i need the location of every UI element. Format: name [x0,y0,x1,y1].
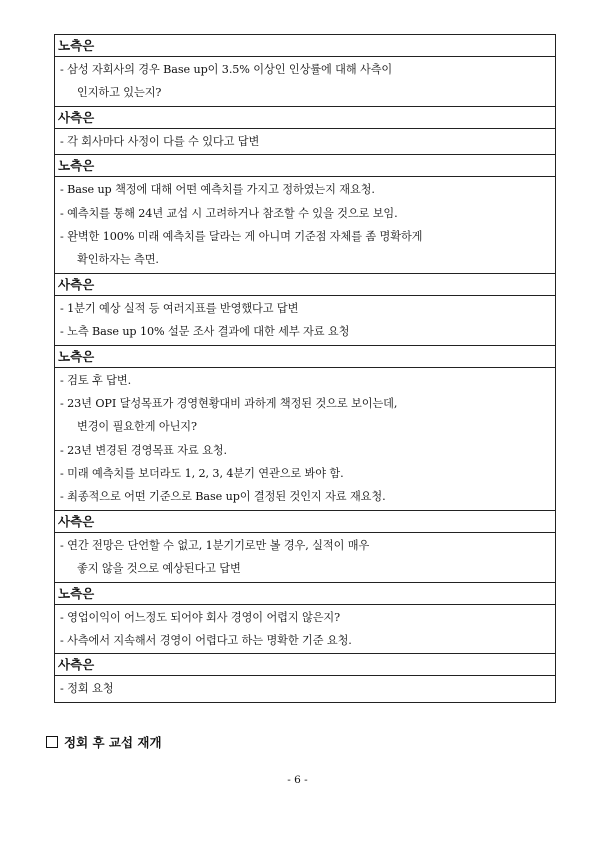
statement-line: - 연간 전망은 단언할 수 없고, 1분기기로만 볼 경우, 실적이 매우 [60,538,370,552]
speaker-header: 사측은 [55,511,555,533]
speaker-header: 노측은 [55,346,555,368]
speaker-body [55,177,555,274]
statement-line: - 완벽한 100% 미래 예측치를 달라는 게 아니며 기준점 자체를 좀 명확하게 [60,229,423,243]
statement-line: - 정회 요청 [60,682,114,696]
statement-line: - Base up 책정에 대해 어떤 예측치를 가지고 정하였는지 재요청. [60,183,375,197]
statement-line: - 영업이익이 어느정도 되어야 회사 경영이 어렵지 않은지? [60,610,341,624]
statement-line: - 23년 변경된 경영목표 자료 요청. [60,443,227,457]
checkbox-square-icon [46,736,58,748]
statement-line: - 1분기 예상 실적 등 여러지표를 반영했다고 답변 [60,301,299,315]
speaker-header: 노측은 [55,155,555,177]
speaker-header: 노측은 [55,583,555,605]
speaker-header: 사측은 [55,274,555,296]
speaker-header: 노측은 [55,35,555,57]
speaker-header: 사측은 [55,654,555,676]
page-number: - 6 - [287,774,308,786]
section-heading [46,733,162,751]
speaker-body [55,129,555,155]
statement-line: 확인하자는 측면. [77,253,159,267]
statement-line: - 미래 예측치를 보더라도 1, 2, 3, 4분기 연관으로 봐야 함. [60,467,344,481]
speaker-body [55,676,555,702]
minutes-table [54,34,556,703]
section-heading-text: 정회 후 교섭 재개 [64,735,162,750]
speaker-body [55,296,555,346]
speaker-body [55,57,555,107]
statement-line: - 검토 후 답변. [60,373,132,387]
speaker-body [55,605,555,655]
statement-line: 좋지 않을 것으로 예상된다고 답변 [77,562,241,576]
statement-line: 인지하고 있는지? [77,86,162,100]
statement-line: - 노측 Base up 10% 설문 조사 결과에 대한 세부 자료 요청 [60,325,350,339]
statement-line: - 예측치를 통해 24년 교섭 시 고려하거나 참조할 수 있을 것으로 보임. [60,206,398,220]
statement-line: - 사측에서 지속해서 경영이 어렵다고 하는 명확한 기준 요청. [60,634,352,648]
speaker-body [55,533,555,583]
statement-line: - 최종적으로 어떤 기준으로 Base up이 결정된 것인지 자료 재요청. [60,490,386,504]
statement-line: - 23년 OPI 달성목표가 경영현황대비 과하게 책정된 것으로 보이는데, [60,396,398,410]
speaker-header: 사측은 [55,107,555,129]
statement-line: - 삼성 자회사의 경우 Base up이 3.5% 이상인 인상률에 대해 사측이 [60,63,393,76]
speaker-body [55,368,555,511]
statement-line: 변경이 필요한게 아닌지? [77,420,197,434]
statement-line: - 각 회사마다 사정이 다를 수 있다고 답변 [60,134,260,148]
